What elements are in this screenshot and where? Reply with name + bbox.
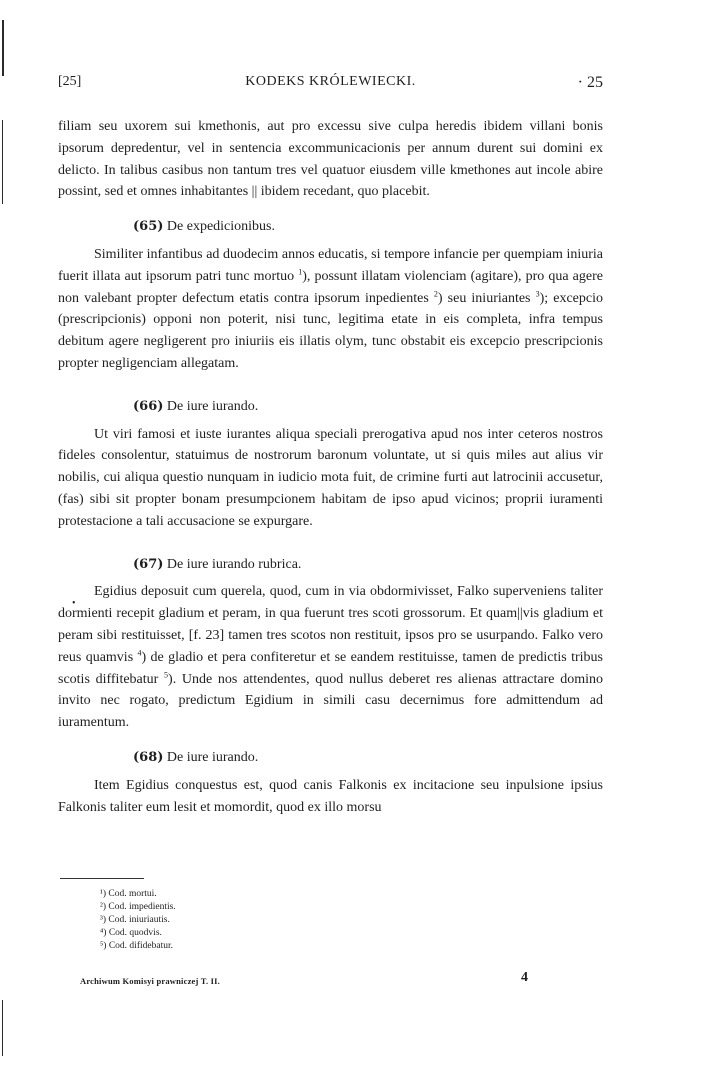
section-title: De iure iurando. — [166, 398, 259, 414]
section-number: (65) — [133, 219, 164, 235]
section-heading-68 — [58, 747, 603, 769]
section-text-67: Egidius deposuit cum querela, quod, cum in via obdormivisset, Falko superveniens taliter dormienti recepit gladium et peram, in qua fuerunt tres scoti grossorum. Et quam||vis gladium et peram sibi restituisset, [f. 23] tamen tres scotos non restituit, ipsos pro se usurpando. Falko vero reus quamvis $^4$) de gladio et pera confiteretur et se eandem restituisse, tamen de predictis tribus scotis diffitebatur $^5$). Unde nos attendentes, quod nullus deberet res alienas attractare domino invito nec rogato, predictum Egidium in simili casu decernimus fore admittendum ad iuramentum. — [58, 584, 604, 731]
footnote-4: ⁴) Cod. quodvis. — [100, 928, 162, 938]
section-title: De iure iurando rubrica. — [166, 556, 302, 572]
footnote-ref: 4 — [137, 648, 142, 658]
section-number: (67) — [133, 556, 164, 572]
section-text-68: Item Egidius conquestus est, quod canis Falkonis ex incitacione seu inpulsione ipsius Falkonis taliter eum lesit et momordit, quod ex illo morsu — [58, 777, 603, 815]
edge-mark-middle — [2, 120, 3, 204]
opening-paragraph: filiam seu uxorem sui kmethonis, aut pro excessu sive culpa heredis ibidem villani bonis ipsorum depredentur, vel in sentencia excommunicacionis per annum durent sui domini ex delicto. In talibus casibus non tantum tres vel quatuor eiusdem ville kmethones aut incole abire possint, sed et omnes inhabitantes || ibidem recedant, quo placebit. — [58, 119, 603, 200]
section-number: (68) — [133, 749, 164, 765]
section-title: De iure iurando. — [166, 749, 259, 765]
section-number: (66) — [133, 398, 164, 414]
section-text-66: Ut viri famosi et iuste iurantes aliqua speciali prerogativa apud nos inter ceteros nostros fideles consolentur, statuimus de nostrorum baronum voluntate, ut si quis miles aut alius vir nobilis, cui aliqua questio nunquam in iudicio mota fuit, de crimine furti aut latrocinii accusetur, (fas) sibi sit propter bonam presumpcionem habitam de ipso apud vicinos; proprii iuramenti protestacione a tali accusacione se expurgare. — [58, 426, 603, 529]
footnote-5: ⁵) Cod. difidebatur. — [100, 941, 173, 951]
footnote-ref: 3 — [535, 288, 540, 298]
footnotes — [100, 888, 176, 953]
section-title: De expedicionibus. — [166, 219, 275, 235]
sheet-signature: 4 — [521, 970, 528, 985]
footnote-divider — [60, 878, 144, 879]
header-title: KODEKS KRÓLEWIECKI. — [245, 74, 416, 89]
section-heading-65 — [58, 216, 603, 238]
edge-mark-bottom — [2, 1000, 3, 1056]
header-page-number: · 25 — [577, 74, 603, 91]
footnote-ref: 1 — [298, 267, 303, 277]
page-body — [58, 116, 603, 818]
running-header — [58, 74, 603, 94]
header-page-bracket: [25] — [58, 74, 82, 89]
footnote-1: ¹) Cod. mortui. — [100, 889, 157, 899]
section-heading-66 — [58, 396, 603, 418]
footnote-3: ³) Cod. iniuriautis. — [100, 915, 170, 925]
footnote-ref: 5 — [164, 669, 169, 679]
section-text-65: Similiter infantibus ad duodecim annos educatis, si tempore infancie per quempiam iniuria fuerit illata aut ipsorum patri tunc mortuo $^1$), possunt illatam violenciam (agitare), pro qua agere non valebant propter defectum etatis contra ipsorum inpedientes $^2$) seu iniuriantes $^3$); excepcio (prescripcionis) opponi non poterit, nisi tunc, legitima etate in eis completa, infra tempus debitum agere negligerent pro iniuriis eis illatis olym, tunc obstabit eis excepcio prescripcionis propter negligenciam allegatam. — [58, 246, 604, 371]
section-heading-67 — [58, 554, 603, 576]
margin-bullet: • — [72, 598, 76, 609]
footnote-ref: 2 — [433, 288, 438, 298]
edge-mark-top — [2, 20, 4, 76]
series-imprint: Archiwum Komisyi prawniczej T. II. — [80, 976, 220, 986]
footnote-2: ²) Cod. impedientis. — [100, 902, 176, 912]
